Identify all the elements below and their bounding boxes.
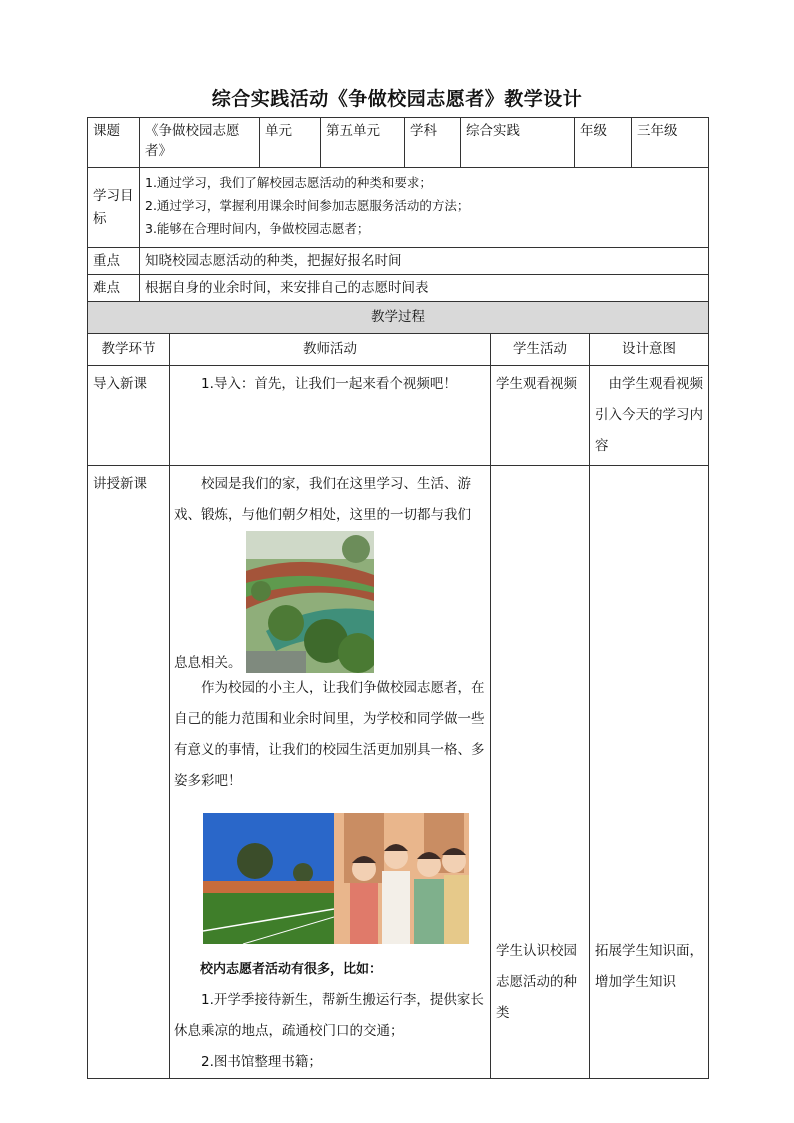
goal-item: 3.能够在合理时间内，争做校园志愿者； (145, 221, 370, 236)
grade-label: 年级 (575, 118, 632, 168)
key-point-label: 重点 (88, 248, 140, 275)
intent-lecture: 拓展学生知识面，增加学生知识 (590, 466, 709, 1079)
col-header-teacher: 教师活动 (170, 334, 491, 366)
teacher-intro (170, 366, 491, 466)
subject-label: 课题 (88, 118, 140, 168)
teacher-paragraph-tail: 息息相关。 (174, 655, 242, 671)
teacher-paragraph: 作为校园的小主人，让我们争做校园志愿者，在自己的能力范围和业余时间里，为学校和同学做一些有意义的事情，让我们的校园生活更加别具一格、多姿多彩吧！ (174, 680, 485, 789)
course-label: 学科 (405, 118, 461, 168)
student-intro: 学生观看视频 (491, 366, 590, 466)
field-photo (203, 813, 334, 944)
page-title: 综合实践活动《争做校园志愿者》教学设计 (211, 88, 583, 110)
teacher-paragraph: 1.开学季接待新生，帮新生搬运行李，提供家长休息乘凉的地点，疏通校门口的交通； (174, 992, 484, 1039)
teacher-paragraph-bold: 校内志愿者活动有很多，比如： (200, 962, 383, 977)
difficulty-value: 根据自身的业余时间，来安排自己的志愿时间表 (140, 275, 709, 302)
process-header: 教学过程 (88, 302, 709, 334)
unit-label: 单元 (260, 118, 321, 168)
subject-value: 《争做校园志愿者》 (140, 118, 260, 168)
lesson-info-table (87, 117, 709, 302)
stage-lecture: 讲授新课 (88, 466, 170, 1079)
col-header-stage: 教学环节 (88, 334, 170, 366)
process-table (87, 301, 709, 1079)
stage-intro: 导入新课 (88, 366, 170, 466)
col-header-intent: 设计意图 (590, 334, 709, 366)
teacher-paragraph: 校园是我们的家，我们在这里学习、生活、游戏、锻炼，与他们朝夕相处，这里的一切都与我们 (174, 476, 471, 523)
campus-photo (246, 531, 374, 673)
teacher-lecture (170, 466, 491, 1079)
goal-item: 1.通过学习，我们了解校园志愿活动的种类和要求； (145, 175, 432, 190)
col-header-student: 学生活动 (491, 334, 590, 366)
course-value: 综合实践 (461, 118, 575, 168)
grade-value: 三年级 (632, 118, 709, 168)
volunteers-illustration (334, 813, 469, 944)
student-lecture: 学生认识校园志愿活动的种类 (491, 466, 590, 1079)
difficulty-label: 难点 (88, 275, 140, 302)
goal-item: 2.通过学习，掌握利用课余时间参加志愿服务活动的方法； (145, 198, 470, 213)
unit-value: 第五单元 (321, 118, 405, 168)
goals-list (140, 168, 709, 248)
image-pair (203, 813, 486, 944)
key-point-value: 知晓校园志愿活动的种类，把握好报名时间 (140, 248, 709, 275)
goals-label: 学习目标 (88, 168, 140, 248)
table-row (88, 366, 709, 466)
teacher-intro-text: 1.导入：首先，让我们一起来看个视频吧！ (201, 376, 457, 392)
teacher-paragraph: 2.图书馆整理书籍； (201, 1054, 322, 1070)
table-row (88, 466, 709, 1079)
intent-intro: 由学生观看视频引入今天的学习内容 (590, 366, 709, 466)
